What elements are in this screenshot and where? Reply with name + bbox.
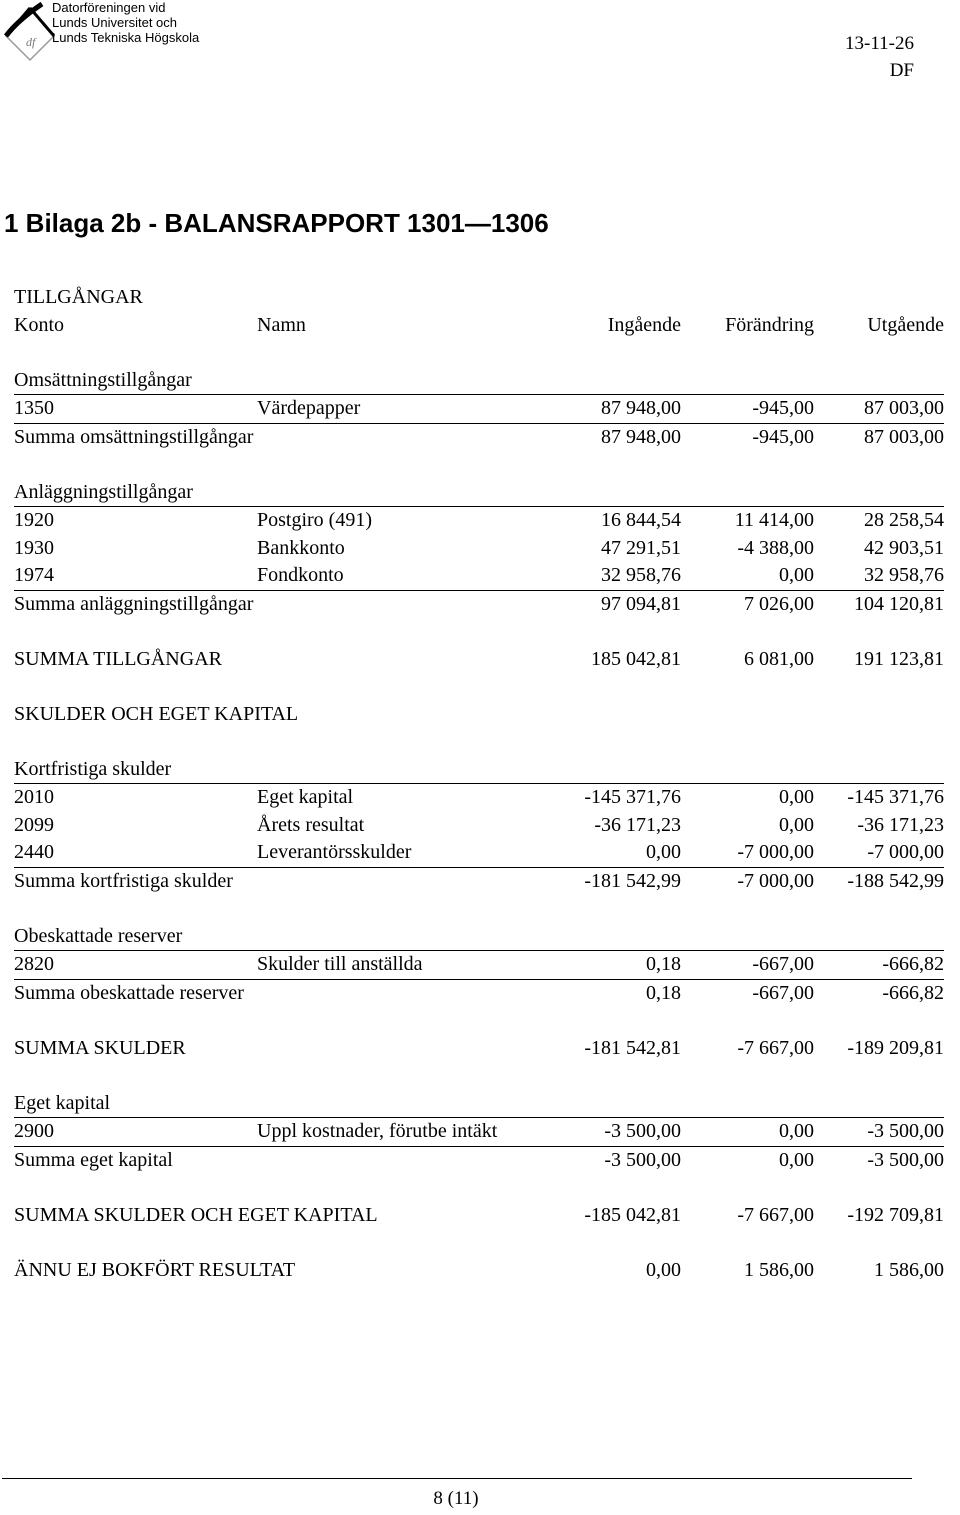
group-heading [14, 479, 944, 507]
opening-balance: -3 500,00 [604, 1148, 681, 1171]
table-row [14, 394, 944, 423]
closing-balance: 32 958,76 [864, 564, 944, 586]
total-row [14, 646, 944, 674]
closing-balance: -145 371,76 [847, 786, 944, 808]
subtotal-label: Summa obeskattade reserver [14, 981, 244, 1004]
closing-balance: -188 542,99 [847, 869, 944, 892]
closing-balance: -666,82 [882, 953, 944, 975]
document-initials: DF [889, 60, 914, 81]
change-value: 11 414,00 [734, 509, 814, 531]
closing-balance: 87 003,00 [864, 425, 944, 448]
table-row [14, 506, 944, 535]
total-label: ÄNNU EJ BOKFÖRT RESULTAT [14, 1258, 296, 1281]
page-title: 1 Bilaga 2b - BALANSRAPPORT 1301—1306 [4, 208, 549, 238]
change-value: 0,00 [779, 1148, 814, 1171]
logo-line-2: Lunds Universitet och [52, 15, 178, 30]
change-value: -4 388,00 [737, 536, 814, 559]
account-number: 2900 [14, 1120, 54, 1142]
account-number: 2440 [14, 841, 54, 863]
group-label: Omsättningstillgångar [14, 368, 192, 391]
group-label: Eget kapital [14, 1091, 111, 1114]
logo-line-1: Datorföreningen vid [52, 0, 166, 15]
change-value: -7 000,00 [737, 869, 814, 892]
opening-balance: 32 958,76 [601, 564, 681, 586]
document-meta [845, 30, 914, 84]
opening-balance: -3 500,00 [604, 1120, 681, 1142]
opening-balance: 87 948,00 [601, 425, 681, 448]
group-label: Anläggningstillgångar [14, 480, 193, 503]
change-value: -945,00 [752, 425, 814, 448]
subtotal-label: Summa eget kapital [14, 1148, 173, 1171]
account-name: Årets resultat [257, 813, 365, 836]
group-heading [14, 1090, 944, 1118]
account-name: Leverantörsskulder [257, 841, 412, 863]
opening-balance: -145 371,76 [584, 786, 681, 808]
change-value: 0,00 [779, 813, 814, 836]
change-value: -7 667,00 [737, 1203, 814, 1226]
subtotal-label: Summa omsättningstillgångar [14, 425, 254, 448]
section-label: TILLGÅNGAR [14, 286, 143, 308]
account-name: Värdepapper [257, 397, 361, 419]
change-value: 6 081,00 [744, 647, 814, 670]
footer-divider [2, 1478, 912, 1479]
section-label: SKULDER OCH EGET KAPITAL [14, 702, 299, 725]
opening-balance: 47 291,51 [601, 536, 681, 559]
svg-text:df: df [26, 35, 36, 49]
table-row [14, 535, 944, 563]
opening-balance: 0,18 [646, 981, 681, 1004]
change-value: 7 026,00 [744, 592, 814, 615]
account-number: 1974 [14, 564, 54, 586]
table-row [14, 562, 944, 590]
total-row [14, 1035, 944, 1063]
closing-balance: -192 709,81 [847, 1203, 944, 1226]
col-name-header: Namn [257, 313, 306, 336]
subtotal-label: Summa anläggningstillgångar [14, 592, 254, 615]
change-value: -667,00 [752, 981, 814, 1004]
col-in-header: Ingående [607, 313, 681, 336]
subtotal-row [14, 423, 944, 452]
account-number: 1920 [14, 509, 54, 531]
subtotal-row [14, 1146, 944, 1175]
closing-balance: -3 500,00 [867, 1120, 944, 1142]
account-number: 2099 [14, 813, 54, 836]
closing-balance: -36 171,23 [857, 813, 944, 836]
closing-balance: -666,82 [882, 981, 944, 1004]
closing-balance: -189 209,81 [847, 1036, 944, 1059]
account-name: Uppl kostnader, förutbe intäkt [257, 1120, 498, 1142]
total-label: SUMMA SKULDER OCH EGET KAPITAL [14, 1203, 378, 1226]
change-value: 0,00 [779, 564, 814, 586]
group-label: Obeskattade reserver [14, 924, 183, 947]
group-heading [14, 367, 944, 395]
total-label: SUMMA SKULDER [14, 1036, 186, 1059]
group-heading [14, 756, 944, 784]
opening-balance: 0,00 [646, 841, 681, 863]
opening-balance: -36 171,23 [594, 813, 681, 836]
change-value: -667,00 [752, 953, 814, 975]
table-row [14, 783, 944, 812]
closing-balance: 28 258,54 [864, 509, 944, 531]
balance-report [14, 284, 944, 1284]
account-number: 1350 [14, 397, 54, 419]
closing-balance: -7 000,00 [867, 841, 944, 863]
account-name: Eget kapital [257, 786, 354, 808]
account-name: Fondkonto [257, 564, 344, 586]
closing-balance: 191 123,81 [854, 647, 944, 670]
logo [2, 0, 242, 64]
group-label: Kortfristiga skulder [14, 757, 172, 780]
table-row [14, 950, 944, 979]
opening-balance: -185 042,81 [584, 1203, 681, 1226]
logo-line-3: Lunds Tekniska Högskola [52, 30, 200, 45]
document-date: 13-11-26 [845, 33, 914, 54]
account-name: Skulder till anställda [257, 953, 423, 975]
opening-balance: 185 042,81 [591, 647, 681, 670]
col-change-header: Förändring [725, 313, 814, 336]
subtotal-label: Summa kortfristiga skulder [14, 869, 233, 892]
change-value: 1 586,00 [744, 1258, 814, 1281]
opening-balance: -181 542,99 [584, 869, 681, 892]
section-heading [14, 284, 944, 312]
closing-balance: 87 003,00 [864, 397, 944, 419]
opening-balance: 0,18 [646, 953, 681, 975]
account-name: Postgiro (491) [257, 509, 372, 531]
subtotal-row [14, 979, 944, 1008]
opening-balance: 87 948,00 [601, 397, 681, 419]
opening-balance: 16 844,54 [601, 509, 681, 531]
change-value: -7 667,00 [737, 1036, 814, 1059]
account-number: 2820 [14, 953, 54, 975]
table-row [14, 812, 944, 840]
table-row [14, 839, 944, 867]
total-row [14, 1202, 944, 1230]
column-headers [14, 312, 944, 340]
change-value: 0,00 [779, 786, 814, 808]
table-row [14, 1117, 944, 1146]
group-heading [14, 923, 944, 951]
closing-balance: 104 120,81 [854, 592, 944, 615]
account-number: 2010 [14, 786, 54, 808]
account-name: Bankkonto [257, 536, 345, 559]
col-out-header: Utgående [867, 313, 944, 336]
col-account-header: Konto [14, 313, 64, 336]
total-label: SUMMA TILLGÅNGAR [14, 647, 222, 670]
closing-balance: 42 903,51 [864, 536, 944, 559]
change-value: -945,00 [752, 397, 814, 419]
total-row [14, 1257, 944, 1285]
subtotal-row [14, 590, 944, 619]
section-heading [14, 701, 944, 729]
opening-balance: 0,00 [646, 1258, 681, 1281]
account-number: 1930 [14, 536, 54, 559]
closing-balance: -3 500,00 [867, 1148, 944, 1171]
change-value: 0,00 [779, 1120, 814, 1142]
opening-balance: -181 542,81 [584, 1036, 681, 1059]
opening-balance: 97 094,81 [601, 592, 681, 615]
page-number: 8 (11) [433, 1488, 479, 1509]
closing-balance: 1 586,00 [874, 1258, 944, 1281]
change-value: -7 000,00 [737, 841, 814, 863]
subtotal-row [14, 867, 944, 896]
